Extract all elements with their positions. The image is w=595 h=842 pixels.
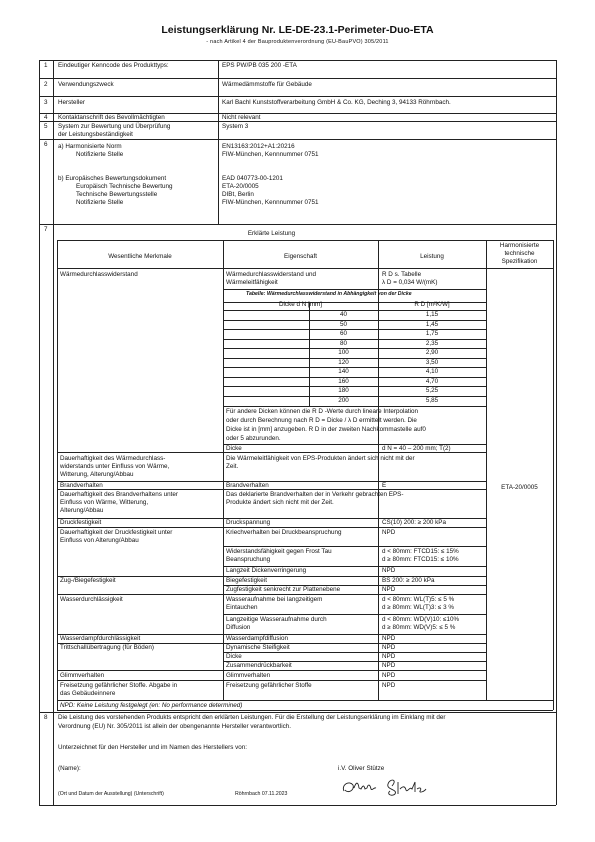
eig-diffusion: Langzeitige Wasseraufnahme durch bbox=[226, 616, 327, 623]
eig-biege: Biegefestigkeit bbox=[226, 577, 267, 584]
value-dauer-waerme: Die Wärmeleitfähigkeit von EPS-Produkten ändert sich nicht mit der bbox=[226, 455, 415, 462]
eig-waermedurchlass: Wärmedurchlasswiderstand und bbox=[226, 271, 316, 278]
place-date-value: Röhrnbach 07.11.2023 bbox=[235, 791, 288, 797]
merkmal-glimm: Glimmverhalten bbox=[60, 672, 105, 679]
value-dauer-brand: Produkte ändert sich nicht mit der Zeit. bbox=[226, 499, 334, 506]
assessment-body-label: Technische Bewertungsstelle bbox=[76, 191, 158, 198]
eig-zugf: Zugfestigkeit senkrecht zur Plattenebene bbox=[226, 586, 341, 593]
merkmal-brand: Brandverhalten bbox=[60, 482, 103, 489]
handwritten-signature bbox=[340, 776, 440, 798]
merkmal-dauer-druck: Dauerhaftigkeit der Druckfestigkeit unter bbox=[60, 529, 173, 536]
npd-footnote: NPD: Keine Leistung festgelegt (en: No performance determined) bbox=[60, 702, 243, 709]
s7-col-spez bbox=[486, 240, 487, 700]
value-wasseraufnahme: d < 80mm: WL(T)5: ≤ 5 % bbox=[382, 596, 455, 603]
row-line bbox=[57, 527, 486, 528]
dicke-label: Dicke bbox=[226, 445, 242, 452]
section-number: 4 bbox=[44, 114, 48, 121]
rd-row-dicke: 200 bbox=[338, 396, 349, 404]
value-dauer-waerme: Zeit. bbox=[226, 463, 239, 470]
leistung-lambda: λ D = 0,034 W/(mK) bbox=[382, 279, 438, 286]
section-divider bbox=[39, 96, 556, 97]
eig-druck: Druckspannung bbox=[226, 519, 271, 526]
rd-note: oder 5 abzurunden. bbox=[226, 435, 281, 442]
section-value: Karl Bachl Kunststoffverarbeitung GmbH & Co. KG, Deching 3, 94133 Röhrnbach. bbox=[222, 99, 451, 106]
value-frost: d ≥ 80mm: FTCD15: ≤ 10% bbox=[382, 556, 459, 563]
value-freisetzung: NPD bbox=[382, 682, 396, 689]
eig-freisetzung: Freisetzung gefährlicher Stoffe bbox=[226, 682, 312, 689]
merkmal-dauer-brand: Alterung/Abbau bbox=[60, 507, 104, 514]
table-border-right bbox=[556, 60, 557, 805]
merkmal-zug: Zug-/Biegefestigkeit bbox=[60, 577, 116, 584]
value-diffusion: d < 80mm: WD(V)10: ≤10% bbox=[382, 616, 460, 623]
section-divider bbox=[39, 78, 556, 79]
eta-value: ETA-20/0005 bbox=[222, 183, 259, 190]
notified-body-label: Notifizierte Stelle bbox=[76, 151, 124, 158]
place-date-label: (Ort und Datum der Ausstellung) (Unterschrift) bbox=[58, 791, 164, 797]
value-wasseraufnahme: d ≥ 80mm: WL(T)3: ≤ 3 % bbox=[382, 604, 454, 611]
row-line bbox=[223, 614, 486, 615]
notified-body-label: Notifizierte Stelle bbox=[76, 199, 124, 206]
value-diffusion: d ≥ 80mm: WD(V)5: ≤ 5 % bbox=[382, 624, 456, 631]
section-label: Kontaktanschrift des Bevollmächtigten bbox=[58, 114, 165, 121]
merkmal-dauer-brand: Dauerhaftigkeit des Brandverhaltens unter bbox=[60, 491, 178, 498]
value-glimm: NPD bbox=[382, 672, 396, 679]
rd-note: Dicke ist in [mm] anzugeben. R D in der zweiten Nachkommastelle auf0 bbox=[226, 426, 426, 433]
section-value: Nicht relevant bbox=[222, 114, 261, 121]
row-line bbox=[223, 652, 486, 653]
row-line bbox=[223, 289, 486, 290]
ead-label: b) Europäisches Bewertungsdokument bbox=[58, 175, 167, 182]
value-dauer-brand: Das deklarierte Brandverhalten der in Verkehr gebrachten EPS- bbox=[226, 491, 404, 498]
value-wasserdampf: NPD bbox=[382, 635, 396, 642]
declaration-text: Die Leistung des vorstehenden Produkts entspricht den erklärten Leistungen. Für die Erstellung der Leistungserklärung im Einklang mit der bbox=[58, 714, 446, 721]
section-label: Hersteller bbox=[58, 99, 85, 106]
row-line bbox=[223, 546, 486, 547]
eig-wasseraufnahme: Wasseraufnahme bei langzeitigem bbox=[226, 596, 323, 603]
eig-langzeit: Langzeit Dickenverringerung bbox=[226, 567, 307, 574]
col-header-spez: technische bbox=[504, 250, 535, 257]
rd-row-dicke: 80 bbox=[339, 339, 347, 347]
section-number: 7 bbox=[44, 226, 48, 233]
section-number: 6 bbox=[44, 141, 48, 148]
rd-row-dicke: 140 bbox=[338, 368, 349, 375]
rd-col-dicke: Dicke d N [mm] bbox=[278, 301, 323, 308]
merkmal-wasserdampf: Wasserdampfdurchlässigkeit bbox=[60, 635, 141, 642]
notified-body-value: FIW-München, Kennnummer 0751 bbox=[222, 199, 319, 206]
eta-specification-value: ETA-20/0005 bbox=[501, 484, 538, 491]
signed-for-text: Unterzeichnet für den Hersteller und im Namen des Herstellers von: bbox=[58, 744, 247, 751]
section-divider bbox=[39, 139, 556, 140]
document-title: Leistungserklärung Nr. LE-DE-23.1-Perimeter-Duo-ETA bbox=[161, 24, 434, 36]
merkmal-freisetzung: Freisetzung gefährlicher Stoffe. Abgabe in bbox=[60, 682, 178, 689]
rd-row-value: 4,70 bbox=[425, 377, 439, 385]
eig-diffusion: Diffusion bbox=[226, 624, 251, 631]
harmonized-norm-label: a) Harmonisierte Norm bbox=[58, 143, 122, 150]
eig-frost: Beanspruchung bbox=[226, 556, 271, 563]
eig-glimm: Glimmverhalten bbox=[226, 672, 271, 679]
value-frost: d < 80mm: FTCD15: ≤ 15% bbox=[382, 548, 459, 555]
rd-row-value: 1,75 bbox=[425, 330, 439, 337]
rd-row-dicke: 160 bbox=[338, 377, 349, 385]
rd-note: oder durch Berechnung nach R D = Dicke / λ D ermittelt werden. Die bbox=[226, 417, 417, 424]
row-line bbox=[57, 594, 486, 595]
value-kriech: NPD bbox=[382, 529, 396, 536]
eig-kriech: Kriechverhalten bei Druckbeanspruchung bbox=[226, 529, 342, 536]
document-subtitle: - nach Artikel 4 der Bauproduktenverordnung (EU-BauPVO) 305/2011 bbox=[206, 39, 389, 45]
s7-header-divider bbox=[57, 240, 486, 241]
s7-inner-left bbox=[57, 240, 58, 710]
eig-dyn: Dynamische Steifigkeit bbox=[226, 644, 290, 651]
rd-table-bottom bbox=[223, 406, 486, 407]
rd-row-value: 1,45 bbox=[425, 320, 439, 328]
label-value-divider bbox=[218, 60, 219, 224]
section-number: 1 bbox=[44, 62, 48, 69]
table-border-bottom bbox=[39, 805, 556, 806]
rd-row-value: 2,90 bbox=[425, 349, 439, 356]
number-column-divider bbox=[53, 60, 54, 805]
declaration-text: Verordnung (EU) Nr. 305/2011 ist allein der obengenannte Hersteller verantwortlich. bbox=[58, 723, 291, 730]
rd-row-value: 3,50 bbox=[425, 358, 439, 366]
rd-row-dicke: 100 bbox=[338, 349, 349, 356]
rd-row-dicke: 40 bbox=[339, 311, 347, 318]
section-label-line2: der Leistungsbeständigkeit bbox=[58, 131, 133, 138]
s7-header-bottom bbox=[57, 268, 553, 269]
leistung-rd: R D s. Tabelle bbox=[382, 271, 422, 278]
eig-zus: Zusammendrückbarkeit bbox=[226, 662, 292, 669]
section-number: 5 bbox=[44, 123, 48, 130]
rd-note: Für andere Dicken können die R D -Werte durch lineare Interpolation bbox=[226, 408, 419, 415]
value-zugf: NPD bbox=[382, 586, 396, 593]
value-zus: NPD bbox=[382, 662, 396, 669]
rd-table-caption: Tabelle: Wärmedurchlasswiderstand in Abhängigkeit von der Dicke bbox=[246, 291, 412, 297]
rd-col-rd: R D [m²K/W] bbox=[414, 301, 450, 308]
col-header-spez: Harmonisierte bbox=[499, 242, 540, 249]
name-label: (Name): bbox=[58, 765, 81, 772]
section-label: System zur Bewertung und Überprüfung bbox=[58, 123, 171, 130]
col-header-leistung: Leistung bbox=[420, 253, 444, 260]
section-divider bbox=[39, 224, 556, 225]
section-label: Verwendungszweck bbox=[58, 81, 114, 88]
section-number: 3 bbox=[44, 99, 48, 106]
section-divider bbox=[39, 712, 556, 713]
section-label: Eindeutiger Kenncode des Produkttyps: bbox=[58, 62, 169, 69]
col-header-eigenschaft: Eigenschaft bbox=[284, 253, 317, 260]
s7-npd-line bbox=[57, 700, 553, 701]
assessment-body-value: DIBt, Berlin bbox=[222, 191, 254, 198]
rd-row-value: 5,85 bbox=[425, 396, 439, 404]
rd-row-value: 1,15 bbox=[425, 311, 439, 318]
value-biege: BS 200: ≥ 200 kPa bbox=[382, 577, 435, 584]
eig-wasseraufnahme: Eintauchen bbox=[226, 604, 258, 611]
value-dicke: NPD bbox=[382, 653, 396, 660]
merkmal-dauer-waerme: Dauerhaftigkeit des Wärmedurchlass- bbox=[60, 455, 166, 462]
row-line bbox=[57, 670, 486, 671]
row-line bbox=[57, 489, 486, 490]
merkmal-dauer-druck: Einfluss von Alterung/Abbau bbox=[60, 537, 139, 544]
section-value: Wärmedämmstoffe für Gebäude bbox=[222, 81, 312, 88]
col-header-merkmale: Wesentliche Merkmale bbox=[108, 253, 172, 260]
s7-col-merkmal bbox=[223, 240, 224, 700]
row-line bbox=[57, 481, 486, 482]
eig-frost: Widerstandsfähigkeit gegen Frost Tau bbox=[226, 548, 332, 555]
s7-inner-right bbox=[553, 240, 554, 710]
row-line bbox=[57, 680, 486, 681]
eta-label: Europäisch Technische Bewertung bbox=[76, 183, 173, 190]
eig-brand: Brandverhalten bbox=[226, 482, 269, 489]
value-druck: CS(10) 200: ≥ 200 kPa bbox=[382, 519, 447, 526]
ead-value: EAD 040773-00-1201 bbox=[222, 175, 283, 182]
section-value: System 3 bbox=[222, 123, 249, 130]
merkmal-dauer-brand: Einfluss von Wärme, Witterung, bbox=[60, 499, 149, 506]
signatory-name: i.V. Oliver Stütze bbox=[338, 765, 385, 772]
s7-bottom-line bbox=[57, 710, 553, 711]
rd-row-value: 4,10 bbox=[425, 368, 439, 375]
eig-wasserdampf: Wasserdampfdiffusion bbox=[226, 635, 288, 642]
notified-body-value: FIW-München, Kennnummer 0751 bbox=[222, 151, 319, 158]
merkmal-dauer-waerme: Witterung, Alterung/Abbau bbox=[60, 471, 134, 478]
merkmal-dauer-waerme: widerstands unter Einfluss von Wärme, bbox=[60, 463, 170, 470]
value-langzeit: NPD bbox=[382, 567, 396, 574]
section-value: EPS PW/PB 035 200 -ETA bbox=[222, 62, 297, 69]
rd-row-value: 2,35 bbox=[425, 339, 439, 347]
declared-performance-heading: Erklärte Leistung bbox=[247, 230, 296, 237]
rd-row-dicke: 50 bbox=[339, 320, 347, 328]
dicke-value: d N = 40 – 200 mm; T(2) bbox=[382, 445, 451, 452]
col-header-spez: Spezifikation bbox=[501, 258, 538, 265]
section-number: 2 bbox=[44, 81, 48, 88]
eig-dicke: Dicke bbox=[226, 653, 242, 660]
rd-row-dicke: 120 bbox=[338, 358, 349, 366]
value-dyn: NPD bbox=[382, 644, 396, 651]
table-border-top bbox=[39, 60, 556, 61]
rd-row-value: 5,25 bbox=[425, 387, 439, 394]
merkmal-wasser: Wasserdurchlässigkeit bbox=[60, 596, 123, 603]
rd-row-dicke: 180 bbox=[338, 387, 349, 394]
section-number: 8 bbox=[44, 714, 48, 721]
merkmal-waermedurchlass: Wärmedurchlasswiderstand bbox=[60, 271, 138, 278]
eig-waermeleit: Wärmeleitfähigkeit bbox=[226, 279, 278, 286]
merkmal-freisetzung: das Gebäudeinnere bbox=[60, 690, 116, 697]
harmonized-norm-value: EN13163:2012+A1:20216 bbox=[222, 143, 295, 150]
table-border-left bbox=[39, 60, 40, 805]
rd-row-dicke: 60 bbox=[339, 330, 347, 337]
merkmal-trittschall: Trittschallübertragung (für Böden) bbox=[60, 644, 154, 651]
value-brand: E bbox=[382, 482, 387, 489]
merkmal-druck: Druckfestigkeit bbox=[60, 519, 102, 526]
